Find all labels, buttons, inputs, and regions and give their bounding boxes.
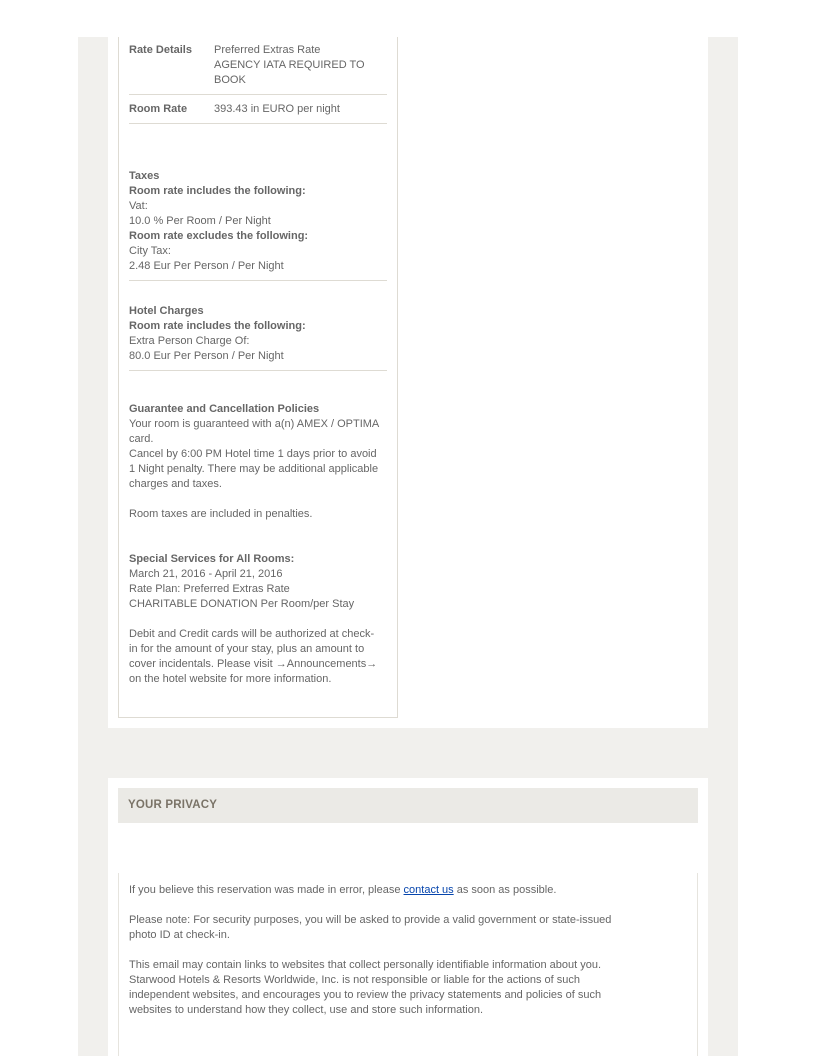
cards-note-line: on the hotel website for more information. [129, 673, 332, 685]
error-notice-text-end: as soon as possible. [453, 884, 557, 896]
rate-info-box [118, 37, 398, 718]
hotel-charges-section [129, 304, 387, 371]
guarantee-line: Your room is guaranteed with a(n) AMEX / OPTIMA [129, 418, 380, 430]
guarantee-title: Guarantee and Cancellation Policies [129, 403, 320, 415]
hotel-charges-detail: 80.0 Eur Per Person / Per Night [129, 350, 284, 362]
privacy-text [129, 883, 674, 1033]
hotel-charges-title: Hotel Charges [129, 305, 204, 317]
taxes-includes-heading: Room rate includes the following: [129, 185, 306, 197]
error-notice [129, 883, 674, 898]
cards-note [129, 627, 387, 687]
rate-details-line: Preferred Extras Rate [214, 44, 321, 56]
links-line: independent websites, and encourages you to review the privacy statements and policies of such [129, 989, 602, 1001]
taxes-title: Taxes [129, 170, 160, 182]
security-notice [129, 913, 674, 943]
security-line: photo ID at check-in. [129, 929, 230, 941]
rate-details-line: AGENCY IATA REQUIRED TO [214, 59, 365, 71]
links-line: Starwood Hotels & Resorts Worldwide, Inc. is not responsible or liable for the actions of such [129, 974, 581, 986]
taxes-excludes-item: City Tax: [129, 245, 171, 257]
guarantee-section [129, 402, 387, 522]
room-taxes-note: Room taxes are included in penalties. [129, 508, 313, 520]
links-notice [129, 958, 674, 1018]
contact-us-link[interactable]: contact us [403, 884, 454, 896]
taxes-excludes-heading: Room rate excludes the following: [129, 230, 309, 242]
room-rate-label: Room Rate [129, 103, 188, 115]
guarantee-line: 1 Night penalty. There may be additional applicable [129, 463, 379, 475]
room-rate-row [129, 95, 387, 124]
security-line: Please note: For security purposes, you will be asked to provide a valid government or state-issued [129, 914, 612, 926]
rate-details-row [129, 37, 387, 95]
rate-details-value [214, 43, 387, 88]
guarantee-line: charges and taxes. [129, 478, 222, 490]
hotel-charges-item: Extra Person Charge Of: [129, 335, 250, 347]
special-services-dates: March 21, 2016 - April 21, 2016 [129, 568, 283, 580]
error-notice-text: If you believe this reservation was made in error, please [129, 884, 404, 896]
privacy-header [118, 788, 698, 823]
taxes-section [129, 169, 387, 281]
rate-details-label: Rate Details [129, 44, 192, 56]
links-line: websites to understand how they collect, use and store such information. [129, 1004, 484, 1016]
privacy-body [118, 873, 698, 1056]
privacy-title: YOUR PRIVACY [128, 799, 218, 811]
special-services-rate-plan: Rate Plan: Preferred Extras Rate [129, 583, 290, 595]
guarantee-line: card. [129, 433, 154, 445]
room-rate-value: 393.43 in EURO per night [214, 103, 340, 115]
taxes-includes-detail: 10.0 % Per Room / Per Night [129, 215, 271, 227]
special-services-title: Special Services for All Rooms: [129, 553, 295, 565]
rate-info-content [129, 37, 387, 687]
taxes-includes-item: Vat: [129, 200, 148, 212]
guarantee-line: Cancel by 6:00 PM Hotel time 1 days prior to avoid [129, 448, 377, 460]
special-services-donation: CHARITABLE DONATION Per Room/per Stay [129, 598, 355, 610]
links-line: This email may contain links to websites that collect personally identifiable information about you. [129, 959, 602, 971]
special-services-section [129, 552, 387, 612]
taxes-excludes-detail: 2.48 Eur Per Person / Per Night [129, 260, 284, 272]
hotel-charges-includes-heading: Room rate includes the following: [129, 320, 306, 332]
cards-note-line: Debit and Credit cards will be authorized at check- [129, 628, 375, 640]
cards-note-line: in for the amount of your stay, plus an amount to [129, 643, 365, 655]
rate-details-line: BOOK [214, 74, 246, 86]
cards-note-line: cover incidentals. Please visit →Announcements→ [129, 658, 378, 670]
